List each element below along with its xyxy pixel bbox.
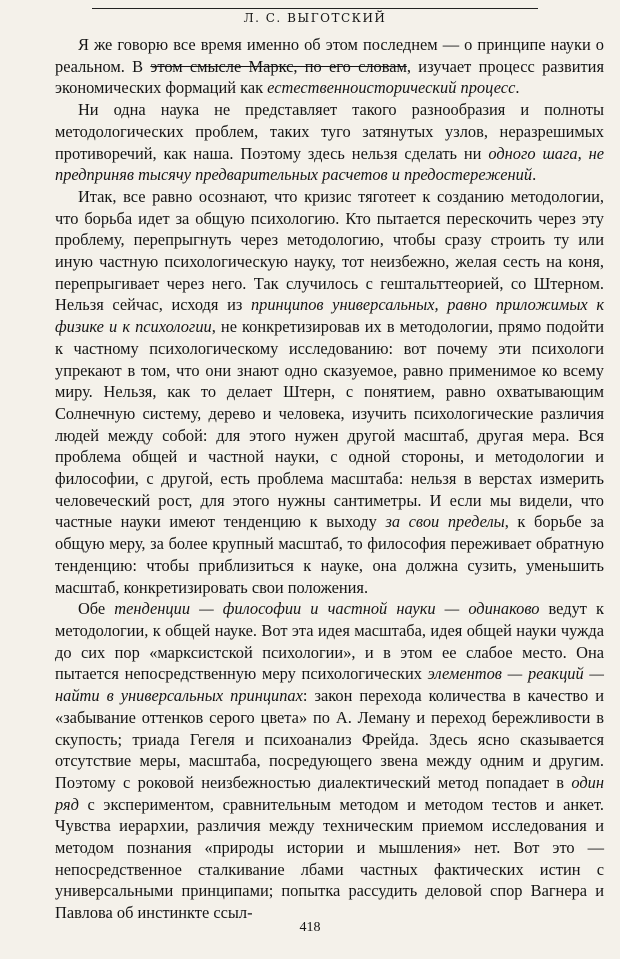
running-header: Л. С. ВЫГОТСКИЙ: [92, 8, 538, 25]
paragraph-3: Итак, все равно осознают, что кризис тяготеет к созданию методологии, что борьба идет за общую психологию. Кто пытается перескочить через эту проблему, перепрыгнуть через методологию, чтобы сразу строить ту или иную частную психологическую науку, тот неизбежно, желая сесть на коня, перепрыгивает через него. Так случилось с гештальттеорией, со Штерном. Нельзя сейчас, исходя из принципов универсальных, равно приложимых к физике и к психологии, не конкретизировав их в методологии, прямо подойти к частному психологическому исследованию: вот почему эти психологи упрекают в том, что они знают одно сказуемое, равно применимое ко всему миру. Нельзя, как то делает Штерн, с понятием, равно охватывающим Солнечную систему, дерево и человека, изучить психологические различия людей между собой: для этого нужен другой масштаб, другая мера. Вся проблема общей и частной науки, с одной стороны, и методологии и философии, с другой, есть проблема масштаба: нельзя в верстах измерить человеческий рост, для этого нужны сантиметры. И если мы видели, что частные науки имеют тенденцию к выходу за свои пределы, к борьбе за общую меру, за более крупный масштаб, то философия переживает обратную тенденцию: чтобы приблизиться к науке, она должна сузить, уменьшить масштаб, конкретизировать свои положения.: [55, 186, 605, 597]
emphasis: естественноисторический процесс: [267, 78, 516, 98]
struck-through-text: этом смысле Маркс, по его словам: [150, 56, 407, 76]
paragraph-2: Ни одна наука не представляет такого разнообразия и полноты методологических проблем, таких туго затянутых узлов, неразрешимых противоречий, как наша. Поэтому здесь нельзя сделать ни одного шага, не предприняв тысячу предварительных расчетов и предостережений.: [55, 100, 605, 185]
emphasis: принципов универсальных, равно приложимых к физике и к психологии: [55, 295, 604, 337]
paragraph-4: Обе тенденции — философии и частной науки — одинаково ведут к методологии, к общей науке. Вот эта идея масштаба, идея общей науки чужда до сих пор «марксистской психологии», и в этом ее слабое место. Она пытается непосредственную меру психологических элементов — реакций — найти в универсальных принципах: закон перехода количества в качество и «забывание оттенков серого цвета» по А. Леману и переход бережливости в скупость; триада Гегеля и психоанализ Фрейда. Здесь ясно сказывается отсутствие меры, масштаба, посредующего звена между одним и другим. Поэтому с роковой неизбежностью диалектический метод попадает в один ряд с экспериментом, сравнительным методом и методом тестов и анкет. Чувства иерархии, различия между техническим приемом исследования и методом познания «природы истории и мышления» нет. Вот это — непосредственное сталкивание лбами частных фактических истин с универсальными принципами; попытка рассудить деловой спор Вагнера и Павлова об инстинкте ссыл-: [55, 599, 604, 923]
body-text: [55, 34, 604, 924]
emphasis: элементов — реакций — найти в универсальных принципах: [55, 664, 604, 706]
emphasis: одного шага, не предприняв тысячу предварительных расчетов и предостережений: [55, 143, 605, 185]
emphasis: тенденции — философии и частной науки — одинаково: [114, 599, 540, 619]
emphasis: за свои пределы: [385, 512, 505, 532]
paragraph-1: Я же говорю все время именно об этом последнем — о принципе науки о реальном. В этом смысле Маркс, по его словам, изучает процесс развития экономических формаций как естественноисторический процесс.: [55, 35, 604, 98]
emphasis: один ряд: [55, 772, 604, 814]
page-number: 418: [299, 920, 321, 935]
